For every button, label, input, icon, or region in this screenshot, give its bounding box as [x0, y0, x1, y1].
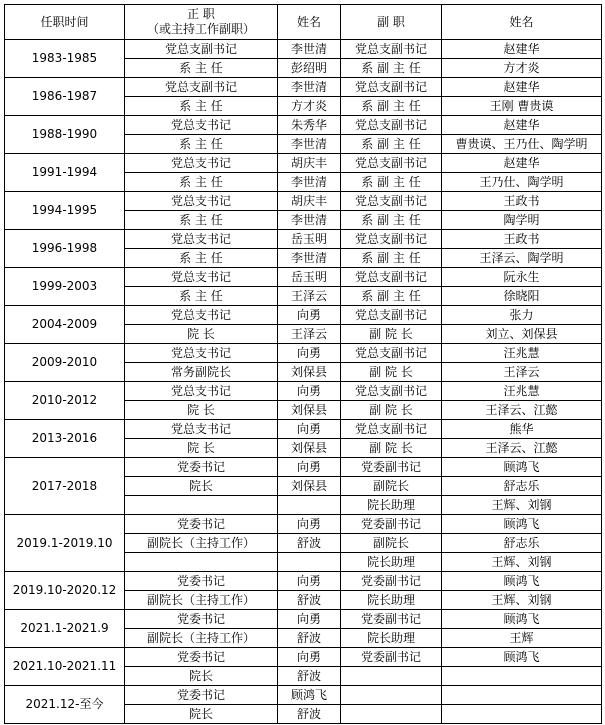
deputy-post-cell: 副 院 长 [341, 363, 442, 382]
principal-post-cell: 院 长 [125, 325, 278, 344]
principal-name-cell: 顾鸿飞 [278, 686, 341, 705]
term-cell: 2013-2016 [5, 420, 125, 458]
deputy-name-cell: 熊华 [442, 420, 602, 439]
header-name-principal: 姓名 [278, 5, 341, 40]
principal-post-cell: 党总支书记 [125, 116, 278, 135]
deputy-post-cell: 党委副书记 [341, 610, 442, 629]
principal-post-cell: 党总支副书记 [125, 78, 278, 97]
deputy-post-cell: 党委副书记 [341, 648, 442, 667]
principal-name-cell: 彭绍明 [278, 59, 341, 78]
term-cell: 2021.12-至今 [5, 686, 125, 724]
deputy-name-cell: 王泽云 [442, 363, 602, 382]
principal-name-cell: 向勇 [278, 515, 341, 534]
term-cell: 1999-2003 [5, 268, 125, 306]
principal-post-cell [125, 553, 278, 572]
table-row [5, 610, 602, 629]
deputy-post-cell: 党总支副书记 [341, 154, 442, 173]
deputy-post-cell: 系 副 主 任 [341, 287, 442, 306]
principal-name-cell: 胡庆丰 [278, 192, 341, 211]
term-cell: 2010-2012 [5, 382, 125, 420]
principal-name-cell [278, 496, 341, 515]
deputy-post-cell: 副 院 长 [341, 401, 442, 420]
deputy-name-cell: 王泽云、江懿 [442, 439, 602, 458]
principal-post-cell: 党总支书记 [125, 154, 278, 173]
principal-post-cell: 党总支书记 [125, 382, 278, 401]
principal-post-cell: 院 长 [125, 401, 278, 420]
deputy-name-cell: 阮永生 [442, 268, 602, 287]
deputy-post-cell: 副 院 长 [341, 439, 442, 458]
principal-post-cell: 院 长 [125, 439, 278, 458]
term-cell: 2019.1-2019.10 [5, 515, 125, 572]
principal-post-cell: 副院长（主持工作） [125, 591, 278, 610]
table-row [5, 572, 602, 591]
principal-post-cell: 系 主 任 [125, 287, 278, 306]
term-cell: 1996-1998 [5, 230, 125, 268]
principal-name-cell: 向勇 [278, 344, 341, 363]
principal-name-cell: 李世清 [278, 135, 341, 154]
table-row [5, 268, 602, 287]
deputy-name-cell: 汪兆慧 [442, 382, 602, 401]
principal-post-cell: 党委书记 [125, 648, 278, 667]
principal-name-cell: 向勇 [278, 572, 341, 591]
table-body [5, 40, 602, 724]
deputy-post-cell [341, 705, 442, 724]
principal-name-cell: 王泽云 [278, 287, 341, 306]
deputy-post-cell: 党总支副书记 [341, 306, 442, 325]
table-row [5, 116, 602, 135]
deputy-name-cell: 顾鸿飞 [442, 515, 602, 534]
table-row [5, 192, 602, 211]
deputy-name-cell: 王泽云、陶学明 [442, 249, 602, 268]
deputy-name-cell: 王辉、刘钢 [442, 591, 602, 610]
deputy-name-cell: 赵建华 [442, 116, 602, 135]
table-row [5, 344, 602, 363]
table-row [5, 306, 602, 325]
principal-name-cell: 李世清 [278, 249, 341, 268]
principal-post-cell: 系 主 任 [125, 59, 278, 78]
deputy-post-cell: 副院长 [341, 534, 442, 553]
table-row [5, 78, 602, 97]
deputy-name-cell: 舒志乐 [442, 477, 602, 496]
principal-name-cell: 刘保县 [278, 439, 341, 458]
principal-post-cell: 党委书记 [125, 572, 278, 591]
deputy-post-cell: 党总支副书记 [341, 40, 442, 59]
principal-name-cell: 舒波 [278, 629, 341, 648]
principal-name-cell: 李世清 [278, 173, 341, 192]
principal-post-cell [125, 496, 278, 515]
principal-name-cell: 李世清 [278, 78, 341, 97]
deputy-name-cell: 刘立、刘保县 [442, 325, 602, 344]
principal-post-cell: 系 主 任 [125, 135, 278, 154]
deputy-name-cell: 赵建华 [442, 40, 602, 59]
table-row [5, 686, 602, 705]
deputy-name-cell [442, 686, 602, 705]
table-row [5, 230, 602, 249]
header-row [5, 5, 602, 40]
term-cell: 2017-2018 [5, 458, 125, 515]
term-cell: 2004-2009 [5, 306, 125, 344]
deputy-name-cell: 张力 [442, 306, 602, 325]
principal-name-cell [278, 553, 341, 572]
principal-post-cell: 副院长（主持工作） [125, 629, 278, 648]
deputy-post-cell: 党委副书记 [341, 458, 442, 477]
deputy-post-cell: 副 院 长 [341, 325, 442, 344]
term-cell: 1986-1987 [5, 78, 125, 116]
table-row [5, 458, 602, 477]
header-principal-title: 正 职 [187, 7, 215, 21]
term-cell: 2019.10-2020.12 [5, 572, 125, 610]
deputy-post-cell: 系 副 主 任 [341, 59, 442, 78]
deputy-name-cell: 徐晓阳 [442, 287, 602, 306]
term-cell: 1988-1990 [5, 116, 125, 154]
table-row [5, 648, 602, 667]
principal-name-cell: 胡庆丰 [278, 154, 341, 173]
deputy-post-cell: 党委副书记 [341, 515, 442, 534]
deputy-post-cell: 党总支副书记 [341, 344, 442, 363]
deputy-name-cell: 顾鸿飞 [442, 610, 602, 629]
deputy-post-cell: 院长助理 [341, 629, 442, 648]
principal-name-cell: 朱秀华 [278, 116, 341, 135]
deputy-post-cell: 系 副 主 任 [341, 173, 442, 192]
header-term: 任职时间 [5, 5, 125, 40]
principal-name-cell: 向勇 [278, 648, 341, 667]
principal-post-cell: 党委书记 [125, 458, 278, 477]
principal-post-cell: 党总支书记 [125, 306, 278, 325]
principal-name-cell: 岳玉明 [278, 230, 341, 249]
deputy-post-cell: 党总支副书记 [341, 230, 442, 249]
principal-post-cell: 院长 [125, 667, 278, 686]
deputy-name-cell: 赵建华 [442, 154, 602, 173]
principal-post-cell: 党总支副书记 [125, 40, 278, 59]
principal-name-cell: 向勇 [278, 382, 341, 401]
deputy-name-cell: 王政书 [442, 192, 602, 211]
principal-name-cell: 刘保县 [278, 477, 341, 496]
principal-name-cell: 向勇 [278, 458, 341, 477]
header-deputy: 副 职 [341, 5, 442, 40]
principal-name-cell: 舒波 [278, 534, 341, 553]
deputy-post-cell: 系 副 主 任 [341, 211, 442, 230]
deputy-name-cell: 赵建华 [442, 78, 602, 97]
term-cell: 1994-1995 [5, 192, 125, 230]
principal-name-cell: 李世清 [278, 40, 341, 59]
deputy-post-cell: 党总支副书记 [341, 268, 442, 287]
deputy-post-cell: 院长助理 [341, 591, 442, 610]
principal-post-cell: 系 主 任 [125, 211, 278, 230]
deputy-name-cell: 顾鸿飞 [442, 458, 602, 477]
principal-post-cell: 党委书记 [125, 610, 278, 629]
deputy-post-cell [341, 667, 442, 686]
principal-post-cell: 系 主 任 [125, 97, 278, 116]
deputy-post-cell: 党总支副书记 [341, 78, 442, 97]
leadership-table [4, 4, 602, 724]
deputy-post-cell: 系 副 主 任 [341, 97, 442, 116]
deputy-name-cell: 方才炎 [442, 59, 602, 78]
term-cell: 2021.10-2021.11 [5, 648, 125, 686]
table-row [5, 154, 602, 173]
principal-post-cell: 副院长（主持工作） [125, 534, 278, 553]
principal-post-cell: 党总支书记 [125, 230, 278, 249]
principal-name-cell: 刘保县 [278, 363, 341, 382]
deputy-name-cell: 王泽云、江懿 [442, 401, 602, 420]
deputy-post-cell [341, 686, 442, 705]
principal-name-cell: 向勇 [278, 610, 341, 629]
principal-name-cell: 岳玉明 [278, 268, 341, 287]
principal-post-cell: 党总支书记 [125, 344, 278, 363]
table-row [5, 515, 602, 534]
header-name-deputy: 姓名 [442, 5, 602, 40]
deputy-name-cell: 王辉 [442, 629, 602, 648]
deputy-name-cell: 王政书 [442, 230, 602, 249]
principal-name-cell: 王泽云 [278, 325, 341, 344]
header-principal [125, 5, 278, 40]
deputy-name-cell [442, 667, 602, 686]
header-principal-note: （或主持工作副职） [146, 22, 255, 36]
principal-post-cell: 党总支书记 [125, 192, 278, 211]
principal-post-cell: 院长 [125, 477, 278, 496]
deputy-name-cell: 曹贵谟、王乃仕、陶学明 [442, 135, 602, 154]
principal-post-cell: 常务副院长 [125, 363, 278, 382]
deputy-name-cell: 王辉、刘钢 [442, 553, 602, 572]
term-cell: 1991-1994 [5, 154, 125, 192]
principal-post-cell: 党总支书记 [125, 420, 278, 439]
deputy-name-cell: 王刚 曹贵谟 [442, 97, 602, 116]
deputy-name-cell: 顾鸿飞 [442, 572, 602, 591]
principal-name-cell: 方才炎 [278, 97, 341, 116]
principal-name-cell: 舒波 [278, 591, 341, 610]
deputy-post-cell: 党总支副书记 [341, 116, 442, 135]
principal-name-cell: 李世清 [278, 211, 341, 230]
principal-name-cell: 向勇 [278, 420, 341, 439]
deputy-post-cell: 系 副 主 任 [341, 135, 442, 154]
term-cell: 1983-1985 [5, 40, 125, 78]
table-row [5, 382, 602, 401]
deputy-name-cell: 舒志乐 [442, 534, 602, 553]
deputy-name-cell: 陶学明 [442, 211, 602, 230]
principal-post-cell: 党委书记 [125, 515, 278, 534]
deputy-name-cell: 顾鸿飞 [442, 648, 602, 667]
principal-name-cell: 舒波 [278, 667, 341, 686]
deputy-name-cell: 王乃仕、陶学明 [442, 173, 602, 192]
table-row [5, 40, 602, 59]
principal-name-cell: 舒波 [278, 705, 341, 724]
deputy-name-cell: 王辉、刘钢 [442, 496, 602, 515]
principal-post-cell: 党总支书记 [125, 268, 278, 287]
term-cell: 2021.1-2021.9 [5, 610, 125, 648]
deputy-name-cell: 汪兆慧 [442, 344, 602, 363]
deputy-post-cell: 系 副 主 任 [341, 249, 442, 268]
principal-name-cell: 刘保县 [278, 401, 341, 420]
deputy-post-cell: 党总支副书记 [341, 420, 442, 439]
table-row [5, 420, 602, 439]
deputy-post-cell: 副院长 [341, 477, 442, 496]
deputy-post-cell: 党总支副书记 [341, 192, 442, 211]
deputy-post-cell: 党委副书记 [341, 572, 442, 591]
principal-post-cell: 党委书记 [125, 686, 278, 705]
deputy-post-cell: 院长助理 [341, 496, 442, 515]
principal-name-cell: 向勇 [278, 306, 341, 325]
deputy-post-cell: 党总支副书记 [341, 382, 442, 401]
deputy-name-cell [442, 705, 602, 724]
principal-post-cell: 系 主 任 [125, 173, 278, 192]
principal-post-cell: 系 主 任 [125, 249, 278, 268]
term-cell: 2009-2010 [5, 344, 125, 382]
deputy-post-cell: 院长助理 [341, 553, 442, 572]
principal-post-cell: 院长 [125, 705, 278, 724]
